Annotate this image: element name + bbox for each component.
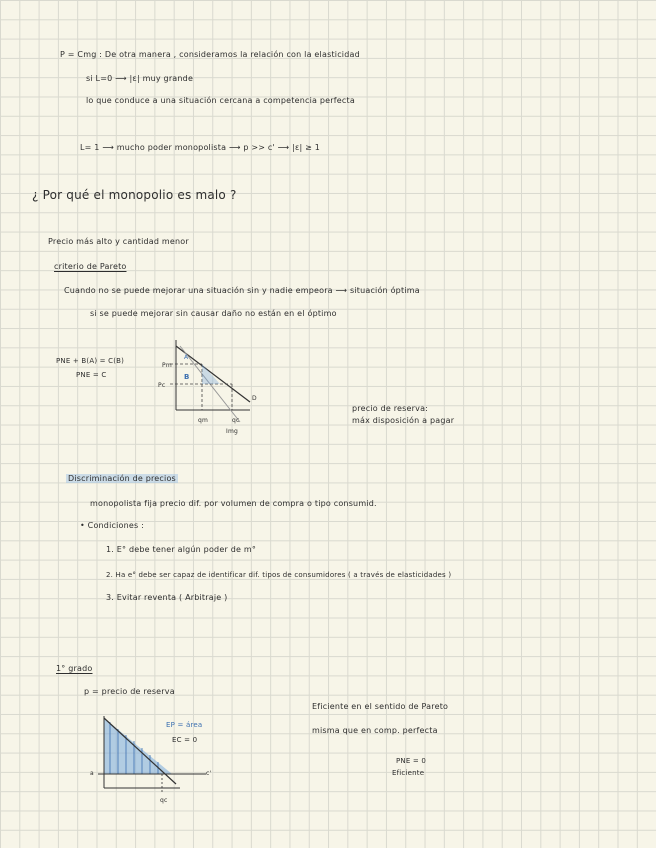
note-line-l1: L= 1 ⟶ mucho poder monopolista ⟶ p >> c' ⟶ |ε| ≥ 1 [80,143,321,152]
graph1-label-qc: qc [232,417,240,424]
note-line-pareto-title: criterio de Pareto [54,262,127,271]
note-misma-comp: misma que en comp. perfecta [312,726,438,735]
note-line-pareto-def: Cuando no se puede mejorar una situación sin y nadie empeora ⟶ situación óptima [64,286,420,295]
note-ec: EC = 0 [172,736,198,744]
graph1-label-pc: Pc [158,382,166,389]
first-degree-graph [96,712,226,802]
section-discriminacion [66,474,178,484]
note-line-precio: Precio más alto y cantidad menor [48,237,189,246]
note-line-l0: si L=0 ⟶ |ε| muy grande [86,74,194,83]
note-disc-def: monopolista fija precio dif. por volumen de compra o tipo consumid. [90,499,377,508]
graph1-label-b: B [184,373,190,381]
note-precio-reserva-2: p = precio de reserva [84,687,175,696]
note-line-pcmg: P = Cmg : De otra manera , consideramos la relación con la elasticidad [60,50,360,59]
discriminacion-highlight: Discriminación de precios [68,474,176,483]
graph2-label-qc: qc [160,797,168,804]
note-max-disposicion: máx disposición a pagar [352,416,455,425]
note-line-competencia: lo que conduce a una situación cercana a competencia perfecta [86,96,355,105]
note-precio-reserva: precio de reserva: [352,404,429,413]
note-cond-3: 3. Evitar reventa ( Arbitraje ) [106,593,228,602]
note-pne-2: PNE = C [76,371,107,379]
graph1-label-pm: Pm [162,362,172,369]
note-pne-0: PNE = 0 [396,757,427,765]
graph1-label-qm: qm [198,417,209,424]
monopoly-graph [150,336,270,436]
graph2-label-a: a [90,770,94,777]
graph1-label-a: A [184,354,189,361]
graph1-label-img: Img [226,428,239,435]
note-eficiente-pareto: Eficiente en el sentido de Pareto [312,702,449,711]
note-pne-1: PNE + B(A) = C(B) [56,357,125,365]
note-cond-1: 1. E° debe tener algún poder de m° [106,545,257,554]
note-eficiente: Eficiente [392,769,425,777]
graph1-label-d: D [252,395,257,402]
section-heading-monopolio: ¿ Por qué el monopolio es malo ? [32,188,237,202]
note-ep: EP = área [166,721,203,729]
graph2-label-c: c' [206,770,212,777]
note-condiciones: • Condiciones : [80,521,145,530]
note-cond-2: 2. Ha e° debe ser capaz de identificar dif. tipos de consumidores ( a través de elasticidades ) [106,571,452,579]
note-line-pareto-optimo: si se puede mejorar sin causar daño no están en el óptimo [90,309,337,318]
section-primer-grado: 1° grado [56,664,93,673]
